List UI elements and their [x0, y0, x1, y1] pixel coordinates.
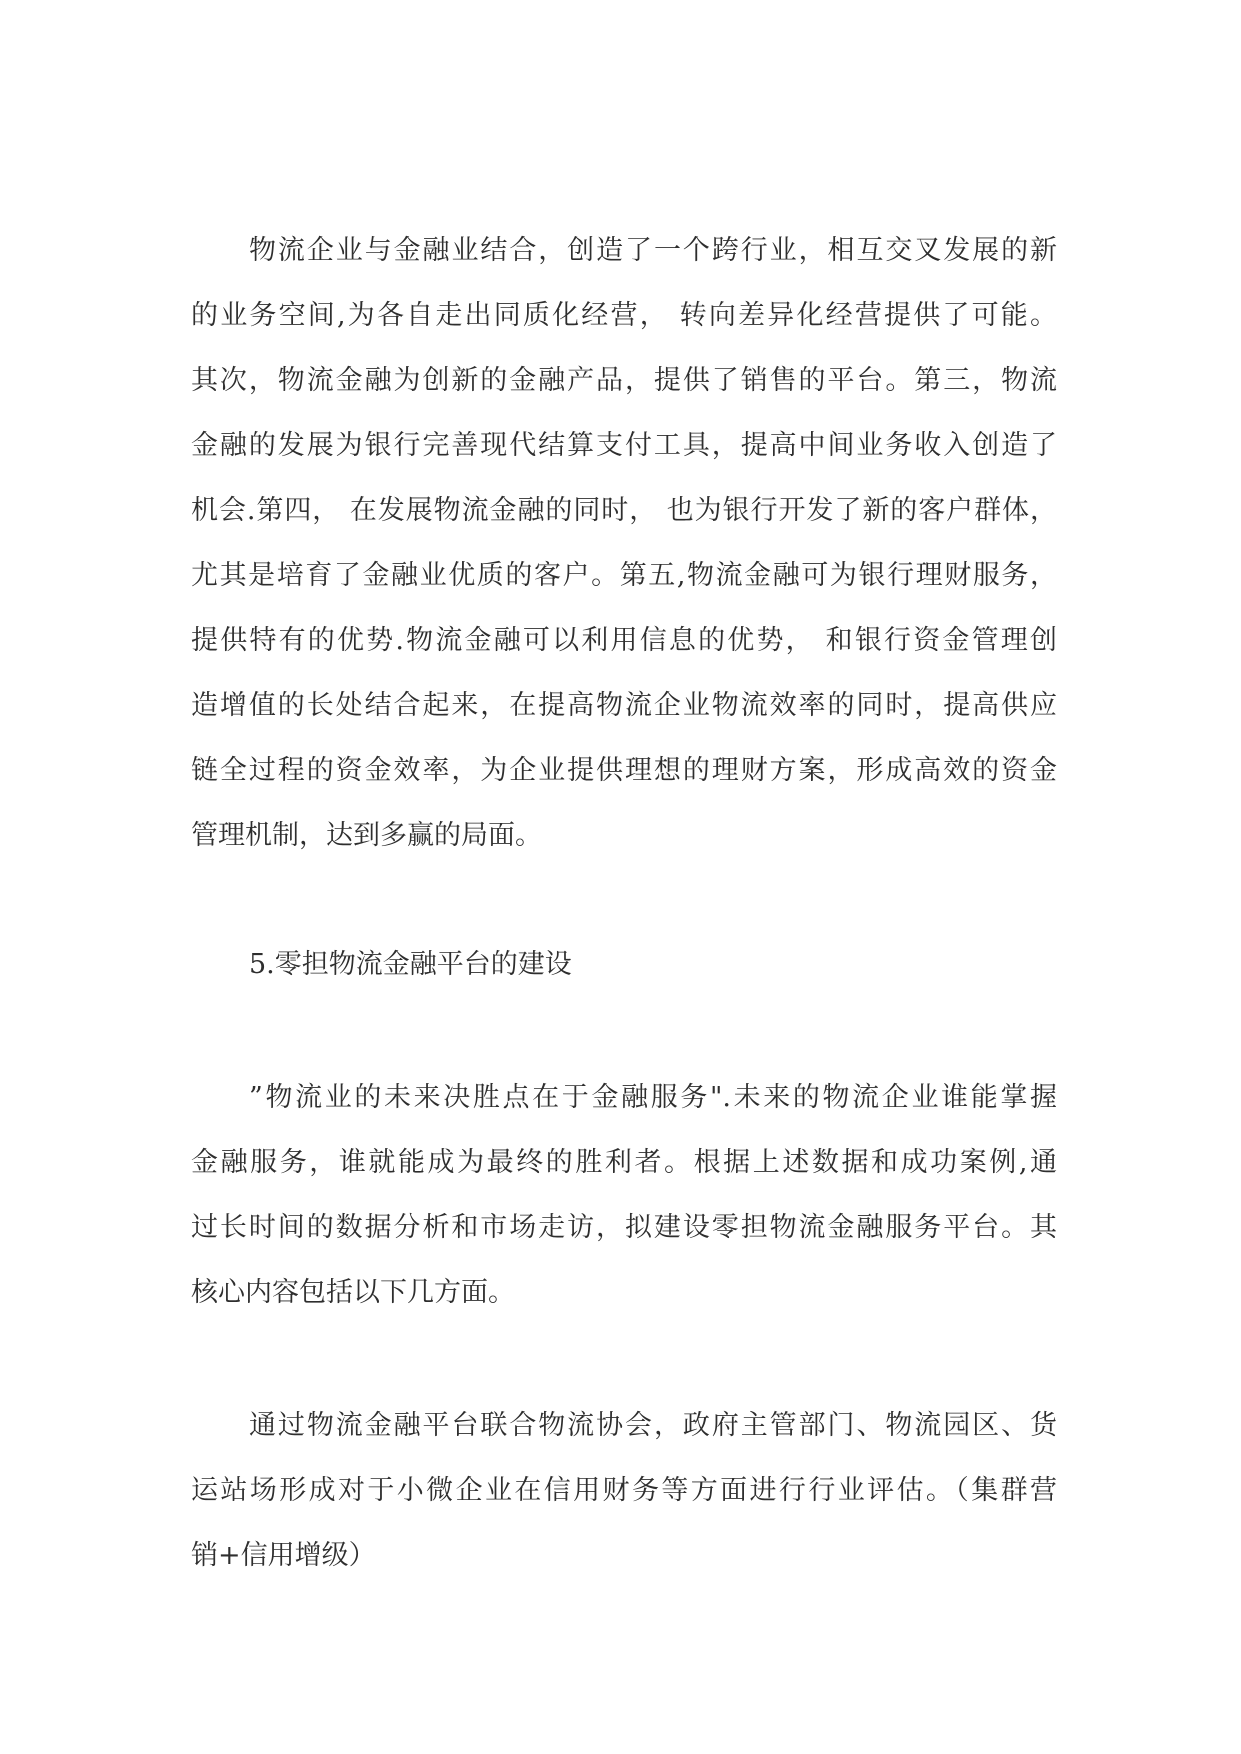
section-heading: 5.零担物流金融平台的建设 — [249, 949, 572, 980]
paragraph-line: ”物流业的未来决胜点在于金融服务".未来的物流企业谁能掌握 — [249, 1082, 1057, 1113]
paragraph-1 — [191, 218, 1057, 868]
paragraph-line: 其次，物流金融为创新的金融产品，提供了销售的平台。第三，物流 — [191, 365, 1057, 396]
paragraph-line: 核心内容包括以下几方面。 — [191, 1277, 515, 1308]
paragraph-line: 运站场形成对于小微企业在信用财务等方面进行行业评估。（集群营 — [191, 1475, 1057, 1506]
paragraph-line: 造增值的长处结合起来，在提高物流企业物流效率的同时，提高供应 — [191, 690, 1057, 721]
paragraph-line: 的业务空间,为各自走出同质化经营， 转向差异化经营提供了可能。 — [191, 300, 1057, 331]
paragraph-3 — [191, 1393, 1057, 1588]
paragraph-line: 管理机制，达到多赢的局面。 — [191, 820, 542, 851]
document-body — [191, 218, 1057, 1588]
paragraph-line: 过长时间的数据分析和市场走访，拟建设零担物流金融服务平台。其 — [191, 1212, 1057, 1243]
paragraph-line: 提供特有的优势.物流金融可以利用信息的优势， 和银行资金管理创 — [191, 625, 1057, 656]
paragraph-line: 物流企业与金融业结合，创造了一个跨行业，相互交叉发展的新 — [249, 235, 1057, 266]
paragraph-2 — [191, 1065, 1057, 1325]
paragraph-line: 金融服务，谁就能成为最终的胜利者。根据上述数据和成功案例,通 — [191, 1147, 1057, 1178]
paragraph-line: 机会.第四， 在发展物流金融的同时， 也为银行开发了新的客户群体， — [191, 495, 1057, 526]
paragraph-line: 通过物流金融平台联合物流协会，政府主管部门、物流园区、货 — [249, 1410, 1057, 1441]
paragraph-line: 销+信用增级） — [191, 1540, 376, 1571]
paragraph-line: 尤其是培育了金融业优质的客户。第五,物流金融可为银行理财服务， — [191, 560, 1057, 591]
paragraph-line: 金融的发展为银行完善现代结算支付工具，提高中间业务收入创造了 — [191, 430, 1057, 461]
paragraph-line: 链全过程的资金效率，为企业提供理想的理财方案，形成高效的资金 — [191, 755, 1057, 786]
